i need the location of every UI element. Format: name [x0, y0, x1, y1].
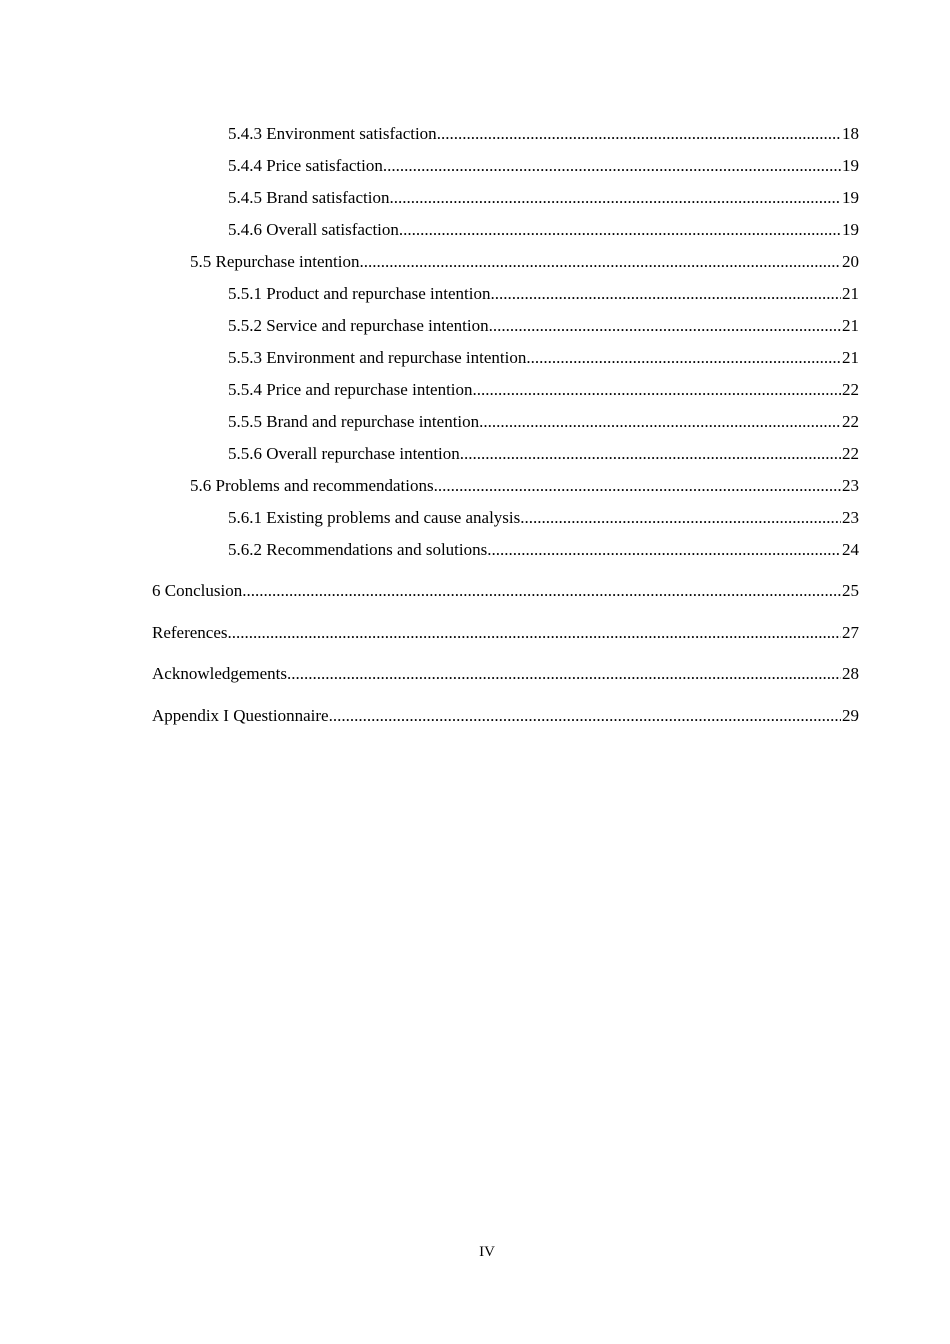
toc-entry-page: 18 — [842, 124, 859, 143]
toc-leader-dots — [437, 118, 841, 150]
toc-entry-page: 27 — [842, 622, 859, 642]
toc-entry-page: 24 — [842, 540, 859, 559]
toc-leader-dots — [487, 534, 841, 566]
toc-entry-page: 19 — [842, 220, 859, 239]
toc-entry-title: 5.5 Repurchase intention — [190, 252, 360, 271]
toc-entry[interactable] — [152, 502, 859, 534]
toc-entry-page: 21 — [842, 348, 859, 367]
toc-entry-title: 5.5.5 Brand and repurchase intention — [228, 412, 480, 431]
toc-entry-page: 22 — [842, 444, 859, 463]
toc-leader-dots — [491, 278, 842, 310]
toc-entry[interactable] — [152, 246, 859, 278]
toc-entry-title: 5.4.4 Price satisfaction — [228, 156, 383, 175]
toc-leader-dots — [473, 374, 841, 406]
toc-entry-title: 5.5.2 Service and repurchase intention — [228, 316, 489, 335]
toc-entry-title: 5.5.3 Environment and repurchase intention — [228, 348, 527, 367]
toc-entry[interactable] — [152, 342, 859, 374]
toc-leader-dots — [383, 150, 841, 182]
toc-entry[interactable] — [152, 214, 859, 246]
toc-entry[interactable] — [152, 658, 859, 691]
toc-entry[interactable] — [152, 182, 859, 214]
table-of-contents — [152, 118, 859, 733]
toc-entry-page: 23 — [842, 476, 859, 495]
toc-entry-title: 6 Conclusion — [152, 581, 243, 600]
toc-entry-title: 5.5.1 Product and repurchase intention — [228, 284, 491, 303]
toc-entry[interactable] — [152, 118, 859, 150]
toc-entry[interactable] — [152, 310, 859, 342]
toc-leader-dots — [479, 406, 841, 438]
toc-entry[interactable] — [152, 470, 859, 502]
toc-entry-title: 5.5.4 Price and repurchase intention — [228, 380, 473, 399]
toc-leader-dots — [360, 246, 842, 278]
toc-leader-dots — [389, 182, 841, 214]
toc-entry[interactable] — [152, 575, 859, 608]
toc-entry-page: 19 — [842, 156, 859, 175]
toc-entry-page: 21 — [842, 316, 859, 335]
toc-entry-page: 22 — [842, 412, 859, 431]
toc-entry[interactable] — [152, 150, 859, 182]
toc-entry-title: 5.5.6 Overall repurchase intention — [228, 444, 460, 463]
toc-leader-dots — [434, 470, 841, 502]
toc-entry-title: 5.4.6 Overall satisfaction — [228, 220, 399, 239]
toc-leader-dots — [489, 310, 841, 342]
toc-leader-dots — [520, 502, 841, 534]
toc-entry-page: 28 — [842, 664, 859, 683]
toc-leader-dots — [399, 214, 841, 246]
toc-entry-title: 5.6.1 Existing problems and cause analysis — [228, 508, 521, 527]
toc-entry[interactable] — [152, 374, 859, 406]
toc-leader-dots — [526, 342, 841, 374]
toc-entry[interactable] — [152, 700, 859, 733]
toc-entry[interactable] — [152, 406, 859, 438]
toc-entry-page: 25 — [842, 581, 859, 600]
toc-entry[interactable] — [152, 534, 859, 566]
toc-entry-page: 23 — [842, 508, 859, 527]
toc-entry-title: Appendix I Questionnaire — [152, 705, 329, 725]
toc-entry-title: 5.6.2 Recommendations and solutions — [228, 540, 488, 559]
toc-leader-dots — [329, 700, 841, 732]
toc-entry-page: 22 — [842, 380, 859, 399]
toc-leader-dots — [228, 617, 841, 649]
toc-entry-title: References — [152, 622, 228, 642]
toc-entry-page: 29 — [842, 705, 859, 725]
toc-entry-page: 20 — [842, 252, 859, 271]
page-number: IV — [479, 1244, 495, 1260]
toc-entry-title: 5.6 Problems and recommendations — [190, 476, 434, 495]
toc-entry-title: 5.4.5 Brand satisfaction — [228, 188, 390, 207]
toc-entry-page: 21 — [842, 284, 859, 303]
toc-entry[interactable] — [152, 617, 859, 650]
toc-leader-dots — [287, 658, 841, 690]
toc-entry[interactable] — [152, 278, 859, 310]
toc-entry-title: Acknowledgements — [152, 664, 288, 683]
toc-entry-title: 5.4.3 Environment satisfaction — [228, 124, 437, 143]
toc-entry[interactable] — [152, 438, 859, 470]
toc-entry-page: 19 — [842, 188, 859, 207]
toc-leader-dots — [460, 438, 841, 470]
toc-leader-dots — [242, 575, 841, 607]
